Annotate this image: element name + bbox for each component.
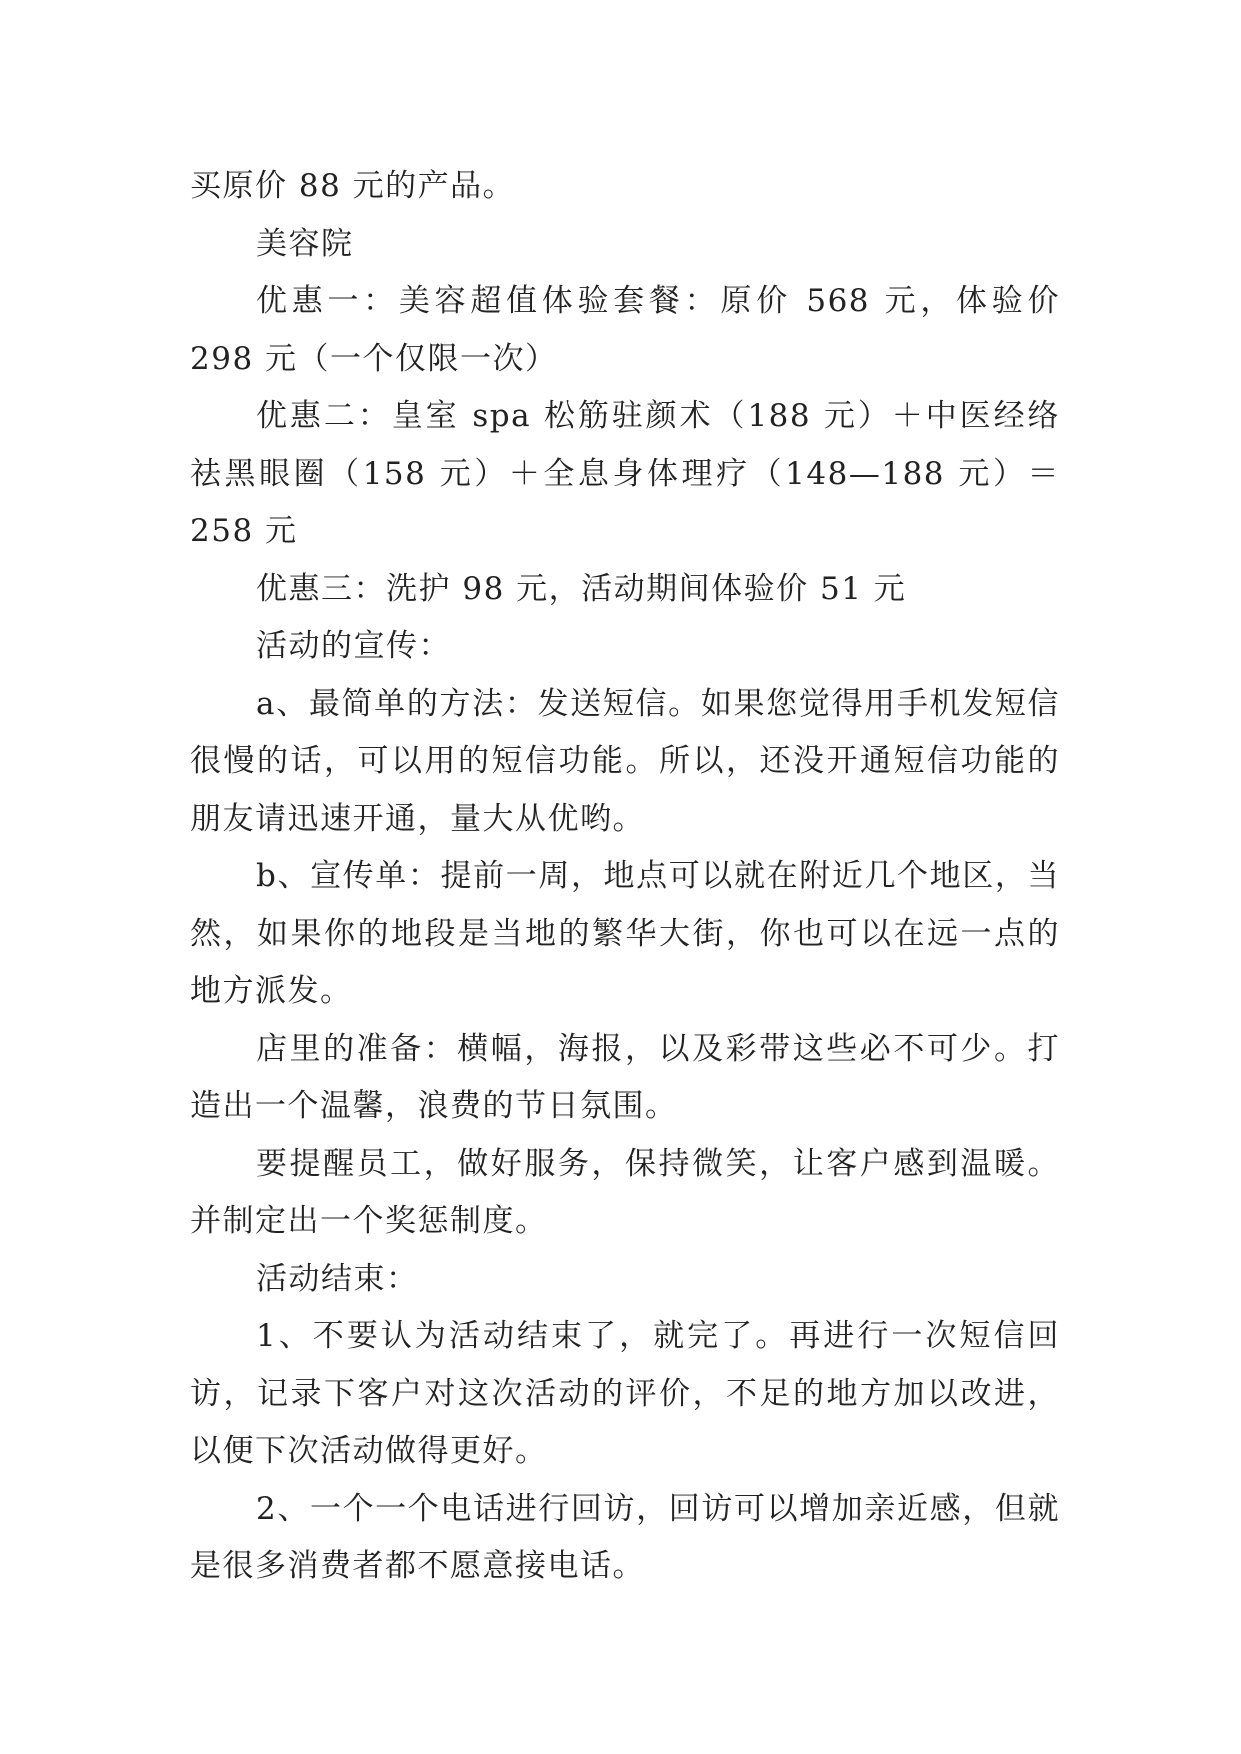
store-preparation: 店里的准备：横幅，海报，以及彩带这些必不可少。打造出一个温馨，浪费的节日氛围。 [190, 1030, 1060, 1124]
section-heading-beauty-salon: 美容院 [256, 225, 354, 262]
offer-three: 优惠三：洗护 98 元，活动期间体验价 51 元 [256, 570, 907, 607]
staff-reminder: 要提醒员工，做好服务，保持微笑，让客户感到温暖。并制定出一个奖惩制度。 [190, 1145, 1060, 1239]
promotion-sms: a、最简单的方法：发送短信。如果您觉得用手机发短信很慢的话，可以用的短信功能。所以，还没开通短信功能的朋友请迅速开通，量大从优哟。 [190, 685, 1060, 837]
paragraph-continuation: 买原价 88 元的产品。 [190, 168, 516, 204]
promotion-flyer: b、宣传单：提前一周，地点可以就在附近几个地区，当然，如果你的地段是当地的繁华大街，你也可以在远一点的地方派发。 [190, 858, 1060, 1009]
section-heading-promotion: 活动的宣传： [256, 628, 451, 664]
event-end-item-1: 1、不要认为活动结束了，就完了。再进行一次短信回访，记录下客户对这次活动的评价，不足的地方加以改进，以便下次活动做得更好。 [190, 1318, 1060, 1469]
offer-one: 优惠一：美容超值体验套餐：原价 568 元，体验价 298 元（一个仅限一次） [190, 283, 1060, 377]
body-text [190, 158, 1060, 1596]
offer-two: 优惠二：皇室 spa 松筋驻颜术（188 元）＋中医经络祛黑眼圈（158 元）＋全息身体理疗（148—188 元）＝258 元 [190, 398, 1060, 549]
event-end-item-2: 2、一个一个电话进行回访，回访可以增加亲近感，但就是很多消费者都不愿意接电话。 [190, 1490, 1060, 1584]
section-heading-event-end: 活动结束： [256, 1260, 419, 1297]
